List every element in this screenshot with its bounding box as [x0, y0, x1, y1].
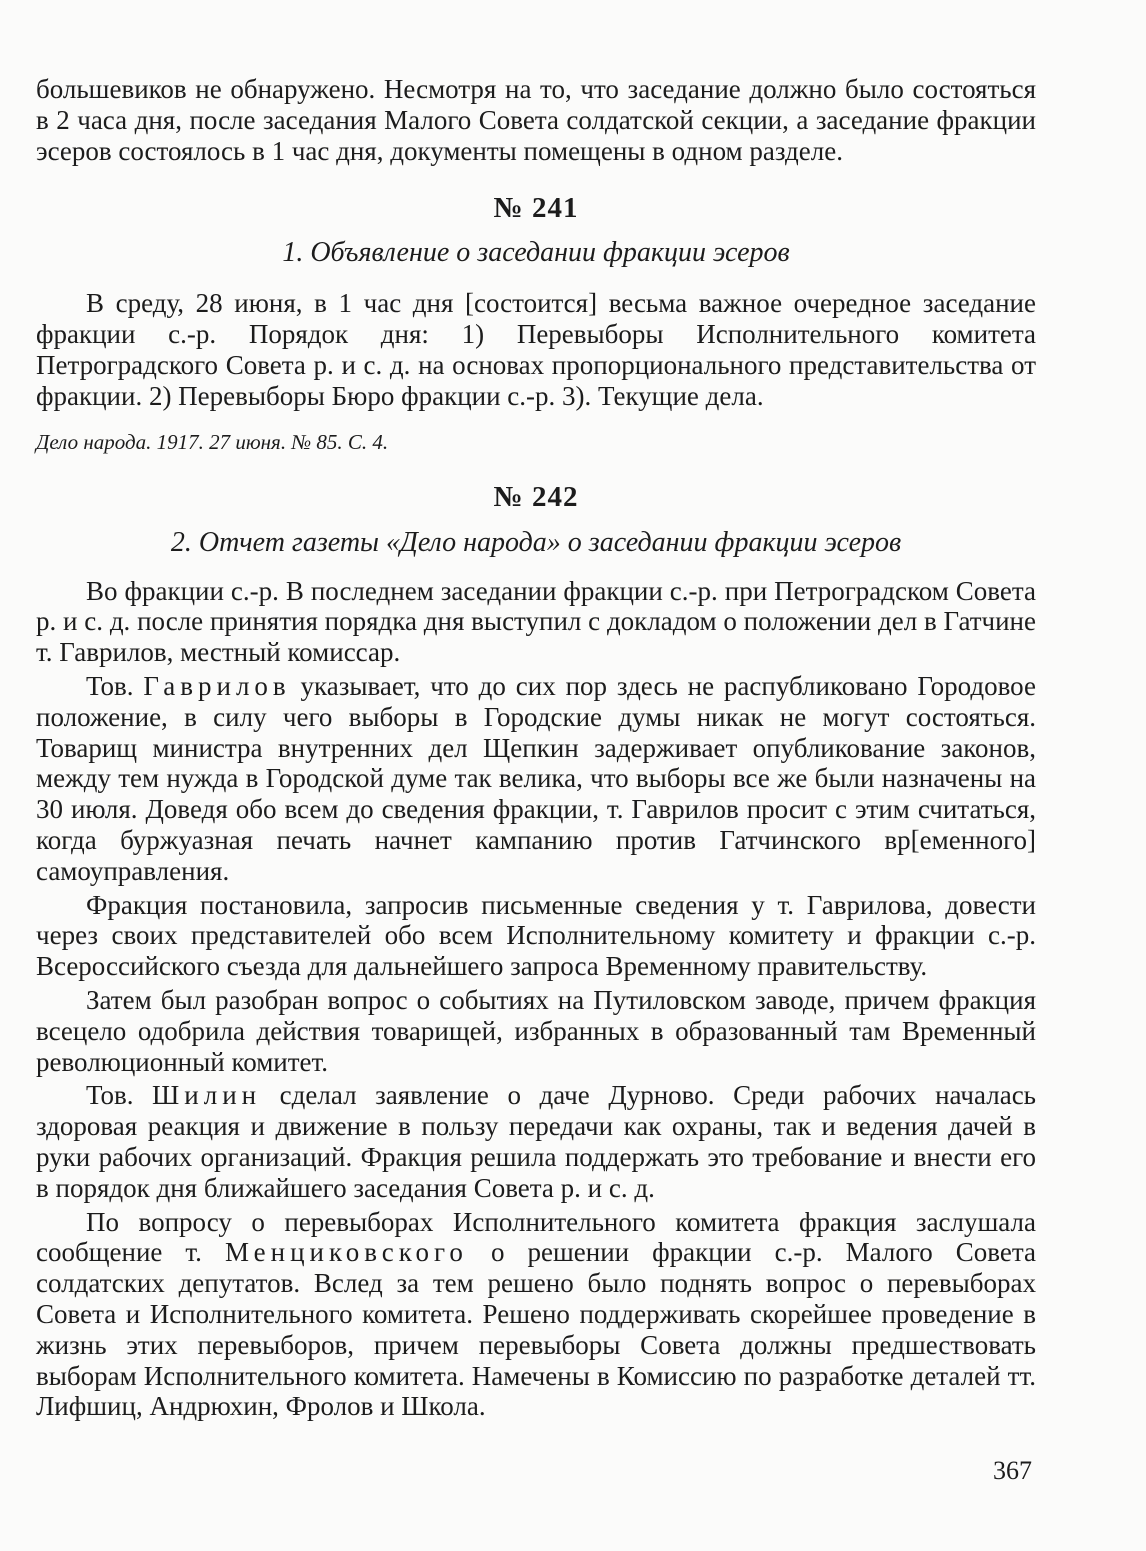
document-number-242: № 242: [493, 480, 579, 513]
document-242-paragraph-3: Фракция постановила, запросив письменные сведения у т. Гаврилова, довести через своих представителей обо всем Исполнительному комитету и фракции с.-р. Всероссийского съезда для дальнейшего запроса Временному правительству.: [36, 889, 1036, 982]
paragraph-6-text: о решении фракции с.-р. Малого Совета солдатских депутатов. Вслед за тем решено было поднять вопрос о перевыборах Совета и Исполнительного комитета. Решено поддерживать скорейшее проведение в жизнь этих перевыборов, причем перевыборы Совета должны предшествовать выборам Исполнительного комитета. Намечены в Комиссию по разработке деталей тт. Лифшиц, Андрюхин, Фролов и Школа.: [36, 1237, 1036, 1422]
document-242-paragraph-4: Затем был разобран вопрос о событиях на Путиловском заводе, причем фракция всецело одобрила действия товарищей, избранных в образованный там Временный революционный комитет.: [36, 984, 1036, 1077]
page-number: 367: [993, 1456, 1032, 1485]
paragraph-2-prefix: Тов.: [86, 670, 144, 701]
paragraph-2-text: указывает, что до сих пор здесь не распубликовано Городовое положение, в силу чего выборы в Городские думы никак не могут состояться. Товарищ министра внутренних дел Щепкин задерживает опубликование законов, между тем нужда в Городской думе так велика, что выборы все же были назначены на 30 июля. Доведя обо всем до сведения фракции, т. Гаврилов просит с этим считаться, когда буржуазная печать начнет кампанию против Гатчинского вр[еменного] самоуправления.: [36, 670, 1036, 886]
paragraph-6-prefix: По вопросу о перевыборах Исполнительного комитета фракция заслушала сообщение т.: [36, 1206, 1036, 1268]
paragraph-5-text: сделал заявление о даче Дурново. Среди рабочих началась здоровая реакция и движение в пользу передачи как охраны, так и ведения дачей в руки рабочих организаций. Фракция решила поддержать это требование и внести его в порядок дня ближайшего заседания Совета р. и с. д.: [36, 1080, 1036, 1203]
document-number-241: № 241: [493, 192, 579, 225]
document-241-source: Дело народа. 1917. 27 июня. № 85. С. 4.: [36, 429, 389, 454]
document-242-paragraph-1: Во фракции с.-р. В последнем заседании фракции с.-р. при Петроградском Совета р. и с. д. после принятия порядка дня выступил с докладом о положении дел в Гатчине т. Гаврилов, местный комиссар.: [36, 575, 1036, 668]
speaker-name-shilin: Шилин: [152, 1080, 262, 1111]
speaker-name-gavrilov: Гаврилов: [143, 670, 291, 701]
document-242-paragraph-6: [36, 1207, 1036, 1423]
paragraph-5-prefix: Тов.: [86, 1080, 153, 1111]
document-241-body: В среду, 28 июня, в 1 час дня [состоится] весьма важное очередное заседание фракции с.-р. Порядок дня: 1) Перевыборы Исполнительного комитета Петроградского Совета р. и с. д. на основах пропорционального представительства от фракции. 2) Перевыборы Бюро фракции с.-р. 3). Текущие дела.: [36, 288, 1036, 411]
document-title-242: 2. Отчет газеты «Дело народа» о заседании фракции эсеров: [170, 526, 902, 558]
speaker-name-mentsikovsky: Менциковского: [224, 1237, 468, 1268]
document-242-paragraph-2: [36, 671, 1036, 887]
intro-paragraph: большевиков не обнаружено. Несмотря на то, что заседание должно было состояться в 2 часа дня, после заседания Малого Совета солдатской секции, а заседание фракции эсеров состоялось в 1 час дня, документы помещены в одном разделе.: [36, 74, 1036, 166]
document-242-paragraph-5: [36, 1080, 1036, 1203]
page-content: [36, 66, 1036, 1422]
document-title-241: 1. Объявление о заседании фракции эсеров: [282, 237, 790, 269]
